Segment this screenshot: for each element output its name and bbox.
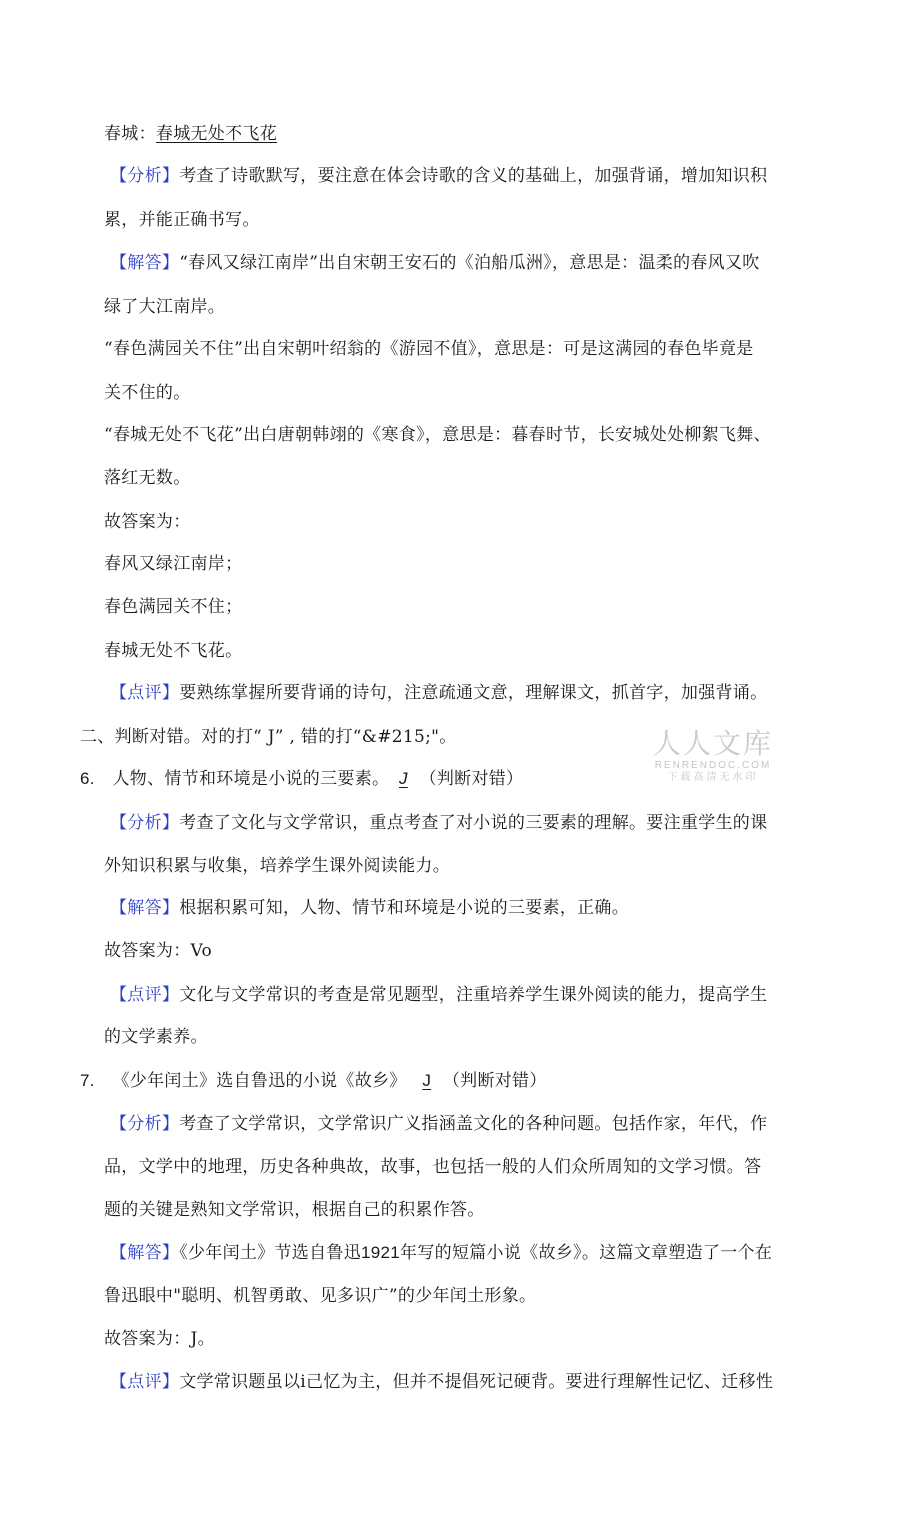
watermark-tagline: 下载高清无水印 bbox=[667, 772, 759, 783]
solution-text: 年写的短篇小说《故乡》。这篇文章塑造了一个在 bbox=[400, 1243, 773, 1263]
solution-continuation: 绿了大江南岸。 bbox=[104, 297, 226, 317]
answer-mark: J bbox=[422, 1071, 432, 1090]
solution-line: 关不住的。 bbox=[104, 383, 191, 403]
solution-tag: 【解答】 bbox=[110, 898, 180, 918]
answer-label: 故答案为：J。 bbox=[104, 1329, 215, 1349]
solution-text: 根据积累可知，人物、情节和环境是小说的三要素，正确。 bbox=[179, 898, 630, 918]
question-suffix: （判断对错） bbox=[442, 1071, 547, 1091]
comment-paragraph bbox=[110, 984, 767, 1006]
analysis-tag: 【分析】 bbox=[110, 1114, 180, 1134]
analysis-text: 考查了文化与文学常识，重点考查了对小说的三要素的理解。要注重学生的课 bbox=[179, 813, 768, 833]
comment-paragraph bbox=[110, 1371, 773, 1393]
analysis-continuation: 累，并能正确书写。 bbox=[104, 210, 260, 230]
solution-line: 落红无数。 bbox=[104, 468, 191, 488]
comment-text: 文化与文学常识的考查是常见题型，注重培养学生课外阅读的能力，提高学生 bbox=[179, 985, 768, 1005]
underlined-answer: 春城无处不飞花 bbox=[155, 124, 278, 144]
solution-paragraph bbox=[110, 897, 629, 919]
solution-tag: 【解答】 bbox=[110, 1243, 180, 1263]
watermark-title: 人人文库 bbox=[652, 727, 773, 760]
solution-paragraph bbox=[110, 1242, 772, 1264]
question-6 bbox=[80, 768, 523, 790]
solution-line: “春城无处不飞花”出白唐朝韩翊的《寒食》，意思是：暮春时节，长安城处处柳絮飞舞、 bbox=[104, 425, 771, 445]
answer-line-chuncheng bbox=[104, 123, 277, 145]
analysis-text: 考查了文学常识，文学常识广义指涵盖文化的各种问题。包括作家，年代，作 bbox=[179, 1114, 768, 1134]
analysis-tag: 【分析】 bbox=[110, 166, 180, 186]
question-text: 《少年闰土》选自鲁迅的小说《故乡》 bbox=[112, 1071, 407, 1091]
watermark-logo bbox=[648, 728, 778, 784]
analysis-paragraph bbox=[110, 165, 767, 187]
comment-tag: 【点评】 bbox=[110, 985, 180, 1005]
question-number: 6. bbox=[80, 769, 95, 788]
solution-tag: 【解答】 bbox=[110, 253, 180, 273]
question-number: 7. bbox=[80, 1071, 95, 1090]
comment-tag: 【点评】 bbox=[110, 1372, 180, 1392]
analysis-continuation: 品，文学中的地理，历史各种典故，故事，也包括一般的人们众所周知的文学习惯。答 bbox=[104, 1157, 762, 1177]
answer-item: 春色满园关不住； bbox=[104, 597, 243, 617]
analysis-continuation: 外知识积累与收集，培养学生课外阅读能力。 bbox=[104, 856, 450, 876]
answer-prefix: 春城： bbox=[104, 124, 156, 144]
question-7 bbox=[80, 1070, 547, 1092]
comment-text: 文学常识题虽以i己忆为主，但并不提倡死记硬背。要进行理解性记忆、迁移性 bbox=[179, 1372, 774, 1392]
watermark-subtitle: RENRENDOC.COM bbox=[654, 760, 772, 771]
solution-text: 《少年闰土》节选自鲁迅 bbox=[179, 1243, 362, 1263]
answer-label: 故答案为：Vo bbox=[104, 941, 213, 961]
analysis-text: 考查了诗歌默写，要注意在体会诗歌的含义的基础上，加强背诵，增加知识积 bbox=[179, 166, 768, 186]
analysis-paragraph bbox=[110, 1113, 767, 1135]
analysis-continuation: 题的关键是熟知文学常识，根据自己的积累作答。 bbox=[104, 1200, 485, 1220]
answer-item: 春城无处不飞花。 bbox=[104, 641, 243, 661]
solution-paragraph bbox=[110, 252, 760, 274]
question-suffix: （判断对错） bbox=[419, 769, 524, 789]
solution-continuation: 鲁迅眼中"聪明、机智勇敢、见多识广”的少年闰土形象。 bbox=[104, 1286, 537, 1306]
solution-line: “春色满园关不住”出自宋朝叶绍翁的《游园不值》，意思是：可是这满园的春色毕竟是 bbox=[104, 339, 754, 359]
answer-item: 春风又绿江南岸； bbox=[104, 554, 243, 574]
comment-continuation: 的文学素养。 bbox=[104, 1027, 208, 1047]
question-text: 人物、情节和环境是小说的三要素。 bbox=[112, 769, 390, 789]
solution-year: 1921 bbox=[361, 1243, 401, 1262]
solution-text: “春风又绿江南岸”出自宋朝王安石的《泊船瓜洲》，意思是：温柔的春风又吹 bbox=[179, 253, 760, 273]
comment-paragraph bbox=[110, 682, 767, 704]
section-heading: 二、判断对错。对的打“ J” , 错的打“&#215;"。 bbox=[80, 727, 457, 747]
analysis-paragraph bbox=[110, 812, 767, 834]
answer-label: 故答案为： bbox=[104, 512, 191, 532]
comment-tag: 【点评】 bbox=[110, 683, 180, 703]
comment-text: 要熟练掌握所要背诵的诗句，注意疏通文意，理解课文，抓首字，加强背诵。 bbox=[179, 683, 768, 703]
analysis-tag: 【分析】 bbox=[110, 813, 180, 833]
answer-mark: J bbox=[399, 769, 408, 788]
